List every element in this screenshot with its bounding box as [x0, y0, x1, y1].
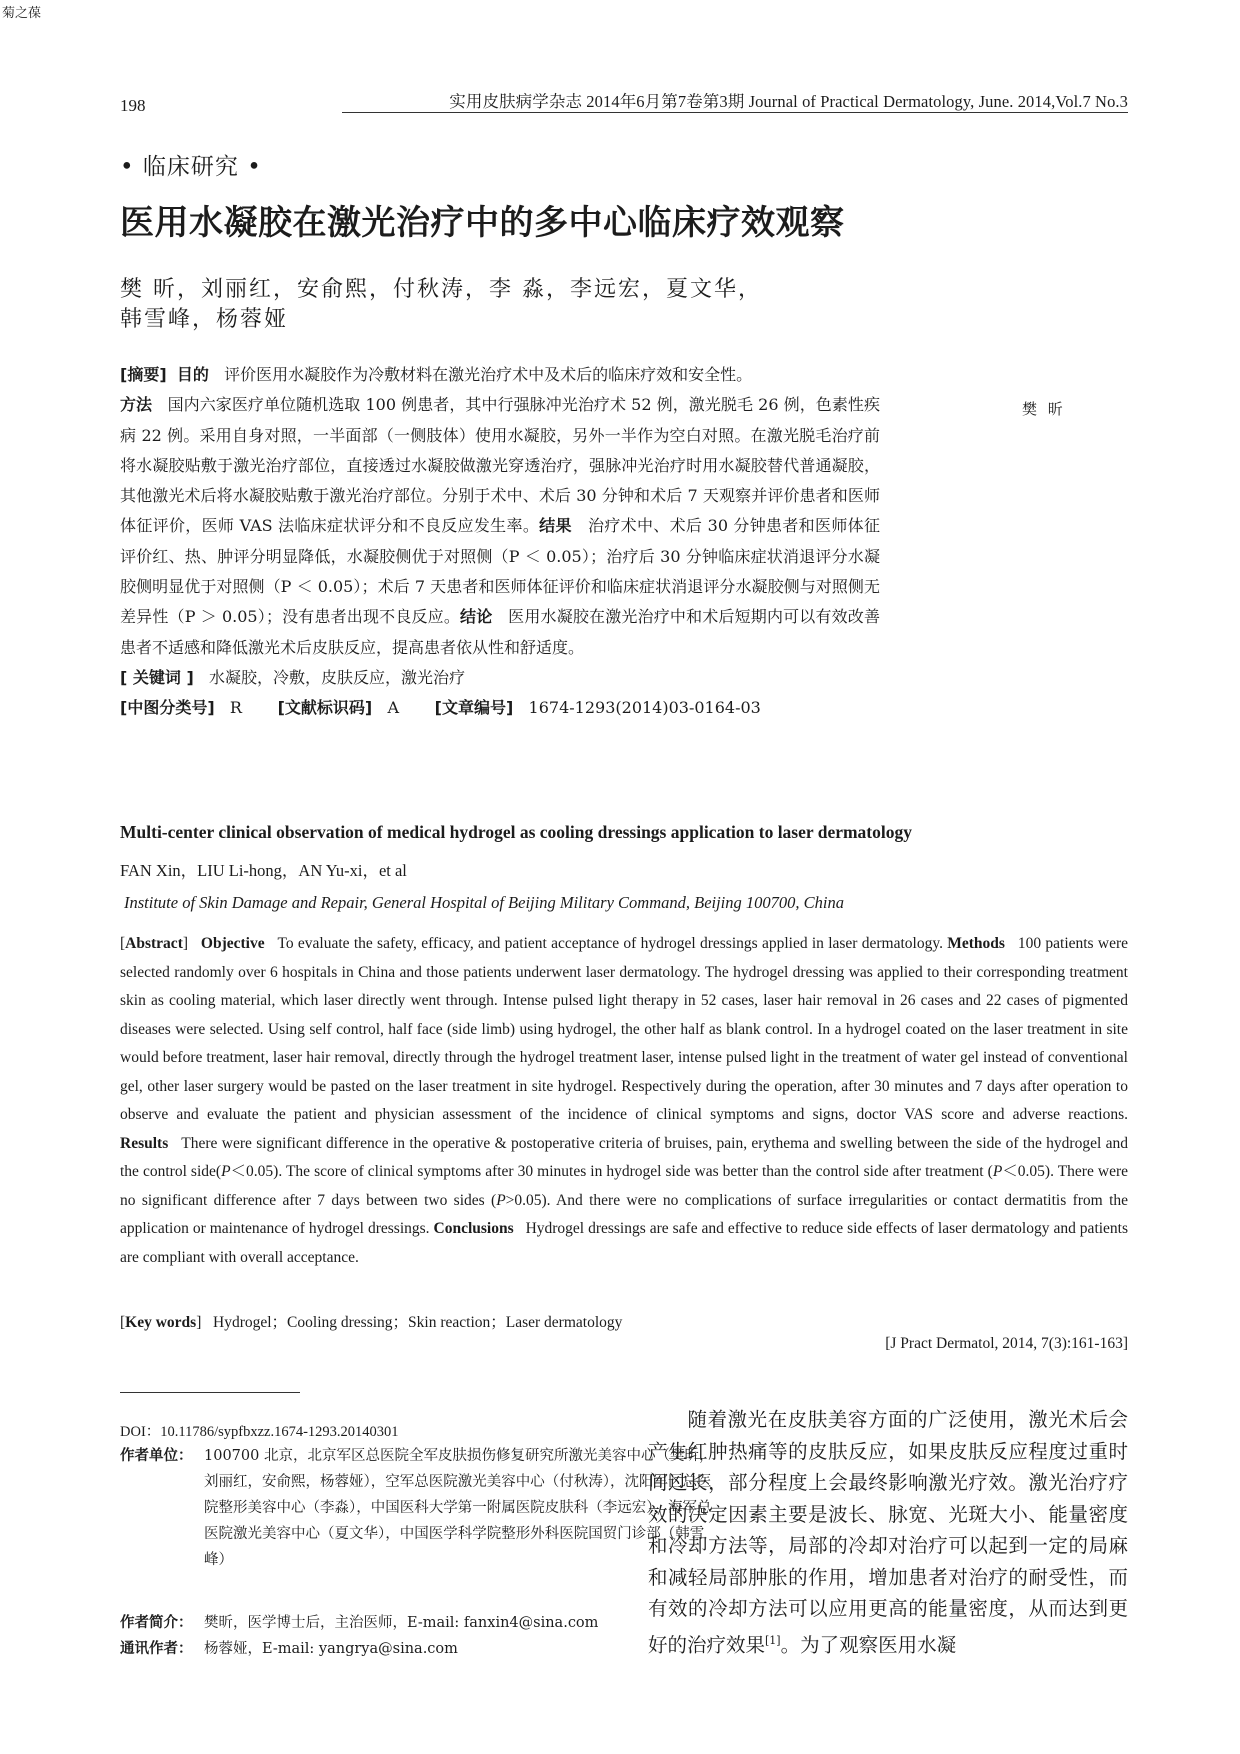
conclusions-text: Hydrogel dressings are safe and effective to reduce side effects of laser dermatology and patients are compliant with overall acceptance. — [120, 1220, 1129, 1266]
results-label: 结果 — [539, 516, 572, 536]
methods-text: 国内六家医疗单位随机选取 100 例患者，其中行强脉冲光治疗术 52 例，激光脱毛 26 例，色素性疾病 22 例。采用自身对照，一半面部（一侧肢体）使用水凝胶，另外一半作为空白对照。在激光脱毛治疗前将水凝胶贴敷于激光治疗部位，直接透过水凝胶做激光穿透治疗，强脉冲光治疗时用水凝胶替代普通凝胶，其他激光术后将水凝胶贴敷于激光治疗部位。分别于术中、术后 30 分钟和术后 7 天观察并评价患者和医师体征评价，医师 VAS 法临床症状评分和不良反应发生率。 — [120, 395, 880, 536]
footnote-author-bio — [120, 1610, 730, 1636]
clc-label: [中图分类号] — [120, 698, 215, 718]
results-text: ＜0.05). There were no significant difference after 7 days between two sides ( — [120, 1163, 1128, 1209]
citation: [J Pract Dermatol, 2014, 7(3):161-163] — [885, 1335, 1128, 1352]
doc-code-label: [文献标识码] — [277, 698, 373, 718]
keywords-label: [ 关键词 ] — [120, 667, 194, 687]
author-photo-caption: 樊 昕 — [1022, 400, 1066, 418]
english-affiliation: Institute of Skin Damage and Repair, General Hospital of Beijing Military Command, Beijing 100700, China — [124, 893, 844, 912]
footnote-corresponding-author — [120, 1636, 730, 1662]
keywords-text: Hydrogel；Cooling dressing；Skin reaction；Laser dermatology — [213, 1314, 623, 1331]
p-symbol: P — [496, 1191, 506, 1209]
english-keywords: [Key words] Hydrogel；Cooling dressing；Skin reaction；Laser dermatology — [120, 1314, 623, 1331]
footnote-label: 通讯作者： — [120, 1641, 193, 1657]
footnote-label: 作者单位： — [120, 1448, 193, 1464]
body-paragraph — [648, 1404, 1128, 1661]
conclusion-text: 医用水凝胶在激光治疗中和术后短期内可以有效改善患者不适感和降低激光术后皮肤反应，提高患者依从性和舒适度。 — [120, 607, 880, 657]
header-rule — [342, 112, 1128, 113]
clc-value: R — [229, 698, 242, 718]
objective-text: 评价医用水凝胶作为冷敷材料在激光治疗术中及术后的临床疗效和安全性。 — [224, 365, 753, 384]
corner-watermark: 菊之葆 — [2, 6, 42, 21]
article-no-label: [文章编号] — [434, 698, 514, 718]
p-symbol: P — [992, 1163, 1003, 1180]
objective-text: To evaluate the safety, efficacy, and patient acceptance of hydrogel dressings applied in laser dermatology. — [277, 935, 943, 952]
results-text: 治疗术中、术后 30 分钟患者和医师体征评价红、热、肿评分明显降低，水凝胶侧优于对照侧（P ＜ 0.05）；治疗后 30 分钟临床症状消退评分水凝胶侧明显优于对照侧（P ＜ 0.05）；术后 7 天患者和医师体征评价和临床症状消退评分水凝胶侧与对照侧无差异性（P ＞ 0.05）；没有患者出现不良反应。 — [120, 516, 880, 627]
footnote-affiliation — [120, 1443, 730, 1613]
abstract-label: [摘要] — [120, 365, 167, 384]
reference-marker: [1] — [765, 1633, 781, 1647]
author-line: 樊 昕，刘丽红，安俞熙，付秋涛，李 淼，李远宏，夏文华， — [120, 277, 762, 302]
body-text: 随着激光在皮肤美容方面的广泛使用，激光术后会产生红肿热痛等的皮肤反应，如果皮肤反应程度过重时间过长，部分程度上会最终影响激光疗效。激光治疗疗效的决定因素主要是波长、脉宽、光斑大小、能量密度和冷却方法等，局部的冷却对治疗可以起到一定的局麻和减轻局部肿胀的作用，增加患者对治疗的耐受性，而有效的冷却方法可以应用更高的能量密度，从而达到更好的治疗效果 — [648, 1408, 1128, 1656]
page-number: 198 — [120, 96, 146, 115]
methods-label: Methods — [947, 935, 1005, 952]
results-text: ＜0.05). The score of clinical symptoms after 30 minutes in hydrogel side was better than the control side after treatment ( — [230, 1163, 993, 1180]
keywords-text: 水凝胶，冷敷，皮肤反应，激光治疗 — [209, 667, 466, 687]
p-symbol: P — [221, 1163, 231, 1180]
keywords-label: Key words — [125, 1314, 197, 1331]
methods-label: 方法 — [120, 395, 153, 415]
results-label: Results — [120, 1134, 169, 1152]
english-abstract: [Abstract] Objective To evaluate the safety, efficacy, and patient acceptance of hydrogel dressings applied in laser dermatology. Methods 100 patients were selected randomly over 6 hospitals in China and those patients underwent laser dermatology. The hydrogel dressing was applied to their corresponding treatment skin as cooling material, which laser directly went through. Intense pulsed light therapy in 52 cases, laser hair removal in 26 cases and 22 cases of pigmented diseases were selected. Using self control, half face (side limb) using hydrogel, the other half as blank control. In a hydrogel coated on the laser treatment in site would before treatment, laser hair removal, directly through the hydrogel treatment laser, intense pulsed light in the treatment of water gel instead of conventional gel, other laser surgery would be pasted on the laser treatment in site hydrogel. Respectively during the operation, after 30 minutes and 7 days after operation to observe and evaluate the patient and physician assessment of the incidence of clinical symptoms and signs, doctor VAS score and adverse reactions. Results There were significant difference in the operative & postoperative criteria of bruises, pain, erythema and swelling between the side of the hydrogel and the control side(P＜0.05). The score of clinical symptoms after 30 minutes in hydrogel side was better than the control side after treatment (P＜0.05). There were no significant difference after 7 days between two sides (P>0.05). And there were no complications of surface irregularities or contact dermatitis from the application or maintenance of hydrogel dressings. Conclusions Hydrogel dressings are safe and effective to reduce side effects of laser dermatology and patients are compliant with overall acceptance. — [120, 935, 1129, 1266]
footnote-rule — [120, 1392, 300, 1393]
article-no-value: 1674-1293(2014)03-0164-03 — [528, 698, 761, 718]
results-text: >0.05). And there were no complications of surface irregularities or contact dermatitis from the application or maintenance of hydrogel dressings. — [120, 1191, 1129, 1237]
section-tag: • 临床研究 • — [120, 154, 262, 180]
footnote-label: 作者简介： — [120, 1615, 193, 1631]
doi: DOI：10.11786/sypfbxzz.1674-1293.20140301 — [120, 1424, 399, 1440]
english-authors: FAN Xin，LIU Li-hong，AN Yu-xi，et al — [120, 861, 407, 880]
objective-label: 目的 — [176, 365, 209, 384]
chinese-abstract — [120, 360, 880, 724]
methods-text: 100 patients were selected randomly over 6 hospitals in China and those patients underwent laser dermatology. The hydrogel dressing was applied to their corresponding treatment skin as cooling material, which laser directly went through. Intense pulsed light therapy in 52 cases, laser hair removal in 26 cases and 22 cases of pigmented diseases were selected. Using self control, half face (side limb) using hydrogel, the other half as blank control. In a hydrogel coated on the laser treatment in site would before treatment, laser hair removal, directly through the hydrogel treatment laser, intense pulsed light in the treatment of water gel instead of conventional gel, other laser surgery would be pasted on the laser treatment in site hydrogel. Respectively during the operation, after 30 minutes and 7 days after operation to observe and evaluate the patient and physician assessment of the incidence of clinical symptoms and signs, doctor VAS score and adverse reactions. — [120, 935, 1128, 1123]
conclusions-label: Conclusions — [433, 1220, 514, 1237]
abstract-label: Abstract — [125, 935, 183, 952]
article-title: 医用水凝胶在激光治疗中的多中心临床疗效观察 — [120, 203, 845, 243]
footnote-text: 杨蓉娅，E-mail: yangrya@sina.com — [204, 1641, 458, 1657]
english-title: Multi-center clinical observation of medical hydrogel as cooling dressings application to laser dermatology — [120, 822, 912, 842]
running-header: 实用皮肤病学杂志 2014年6月第7卷第3期 Journal of Practical Dermatology, June. 2014,Vol.7 No.3 — [449, 92, 1128, 111]
conclusion-label: 结论 — [460, 607, 493, 627]
body-text: 。为了观察医用水凝 — [780, 1633, 957, 1656]
results-text: There were significant difference in the operative & postoperative criteria of bruises, pain, erythema and swelling between the side of the hydrogel and the control side( — [120, 1134, 1128, 1180]
doc-code-value: A — [387, 698, 400, 718]
author-line: 韩雪峰，杨蓉娅 — [120, 307, 289, 332]
footnote-text: 100700 北京，北京军区总医院全军皮肤损伤修复研究所激光美容中心（樊昕，刘丽红，安俞熙，杨蓉娅），空军总医院激光美容中心（付秋涛），沈阳军区总医院整形美容中心（李淼），中国医科大学第一附属医院皮肤科（李远宏），海军总医院激光美容中心（夏文华），中国医学科学院整形外科医院国贸门诊部（韩雪峰） — [204, 1448, 714, 1568]
objective-label: Objective — [200, 935, 265, 952]
footnote-text: 樊昕，医学博士后，主治医师，E-mail: fanxin4@sina.com — [204, 1615, 599, 1631]
